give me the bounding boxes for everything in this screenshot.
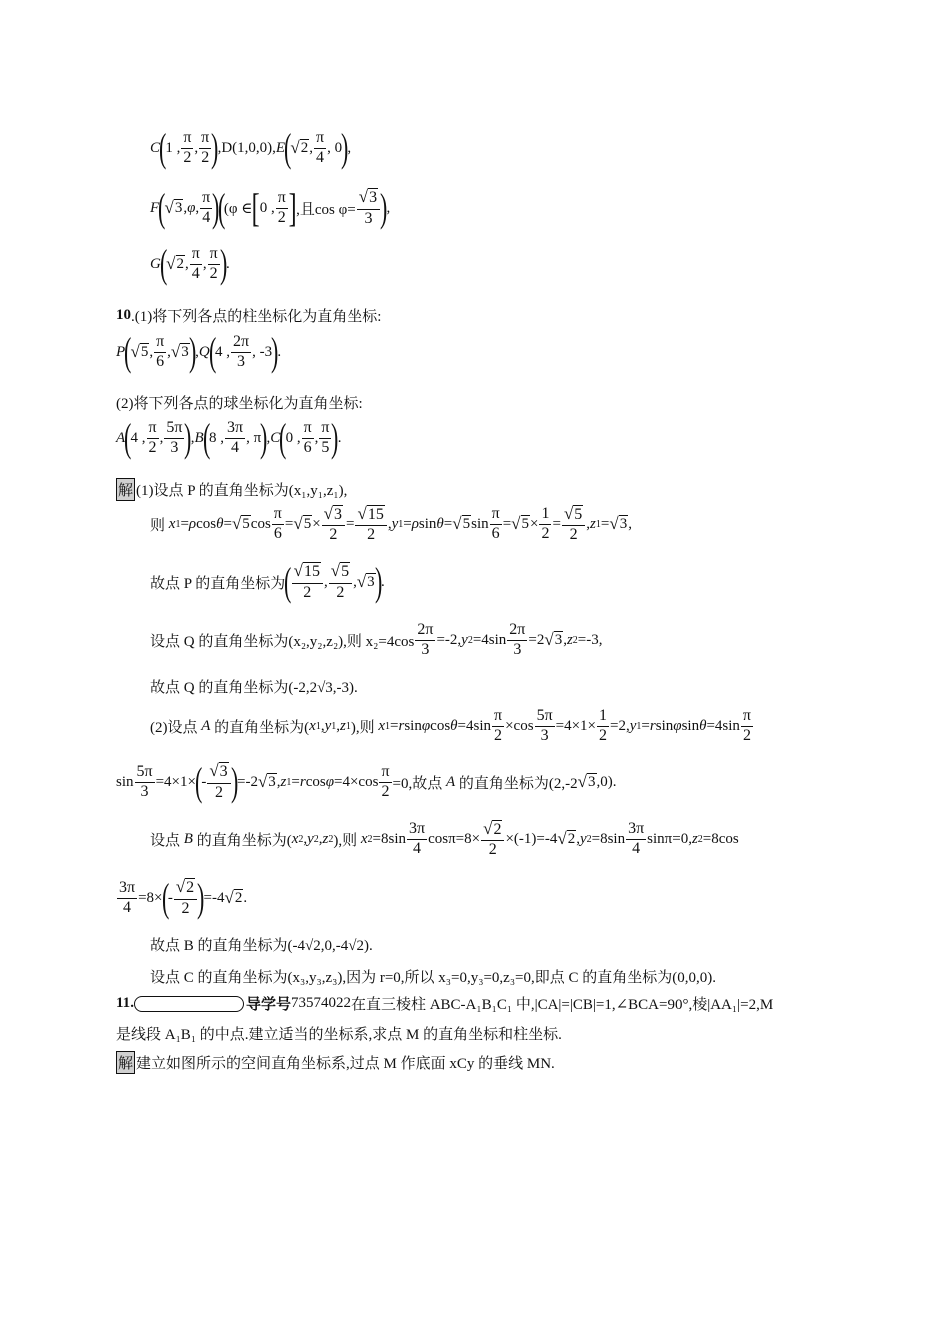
qie-cos: ,且cos φ= xyxy=(296,201,356,218)
guide-label: 导学号 xyxy=(245,997,291,1013)
points-pq: P ( √ 5 , $\frac{\pi}{6}$ , √ 3 ) , Q ( 4 , $\frac{2\pi}{3}$ , -3 ) . xyxy=(116,329,282,374)
question-10-part2 xyxy=(116,392,363,413)
label-g: G xyxy=(150,255,161,272)
question-11-text-1: 在直三棱柱 ABC-A₁B₁C₁ 中,|CA|=|CB|=1,∠BCA=90°,棱|AA₁|=2,M xyxy=(350,997,774,1013)
result-text: 故点 P 的直角坐标为 xyxy=(150,575,286,592)
question-10-title xyxy=(116,305,381,326)
solution-p-result: 故点 P 的直角坐标为 ( √ 15 2 , √ 5 2 , √ 3 ) . xyxy=(150,559,385,604)
solution-c-result xyxy=(150,966,716,987)
solution-q-calc: 设点 Q 的直角坐标为(x₂,y₂,z₂),则 x₂=4cos $\frac{2\pi}{3}$ =-2, y 2 =4sin $\frac{2\pi}{3}$ =2 √ 3 , z 2 =-3, xyxy=(150,621,603,658)
question-11-line-2 xyxy=(116,1023,562,1044)
question-text: .(1)将下列各点的柱坐标化为直角坐标: xyxy=(131,309,382,325)
b-result-text: 故点 B 的直角坐标为(-4√2,0,-4√2). xyxy=(150,938,373,954)
question-number: 10 xyxy=(116,307,131,323)
solution-b-result xyxy=(150,934,373,955)
guide-capsule-icon xyxy=(134,996,244,1012)
question-11-number: 11 xyxy=(116,995,131,1011)
solution-p-calc: 则 x 1 = ρ cos θ = √ 5 cos $\frac{\pi}{6}$ = √ 5 × √ 3 2 = √ 15 2 , y 1 = ρ sin θ = √ 5 sin $\frac{\pi}{6}$ = √ 5 × $\frac{1}{2}$ = √ 5 2 , z 1 = √ 3 , xyxy=(150,504,632,544)
solution-q-result xyxy=(150,676,358,697)
solution-a-calc-1: (2)设点 A 的直角坐标为( x 1 , y 1 , z 1 ),则 x 1 = r sin φ cos θ =4sin $\frac{\pi}{2}$ ×cos $\frac{5\pi}{3}$ =4×1× $\frac{1}{2}$ =2, y 1 = r sin φ sin θ =4sin $\frac{\pi}{2}$ xyxy=(150,707,751,744)
q-result-text: 故点 Q 的直角坐标为(-2,2√3,-3). xyxy=(150,680,358,696)
point-f-line: F ( √ 3 , φ , $\frac{\pi}{4}$ ) ( (φ ∈ [ 0 , $\frac{\pi}{2}$ ] ,且cos φ= √ 3 3 ) , xyxy=(150,185,391,230)
c-result-text: 设点 C 的直角坐标为(x₃,y₃,z₃),因为 r=0,所以 x₃=0,y₃=0,z₃=0,即点 C 的直角坐标为(0,0,0). xyxy=(150,970,717,986)
solution-11-text: 建立如图所示的空间直角坐标系,过点 M 作底面 xCy 的垂线 MN. xyxy=(136,1056,555,1072)
solution-b-calc-1: 设点 B 的直角坐标为( x 2 , y 2 , z 2 ),则 x 2 =8sin $\frac{3\pi}{4}$ cosπ=8× √ 2 2 ×(-1)=-4 √ 2 , y 2 =8sin $\frac{3\pi}{4}$ sinπ=0, z 2 =8cos xyxy=(150,819,739,859)
solution-11-badge: 解 xyxy=(116,1051,135,1074)
point-d: ,D(1,0,0), xyxy=(217,139,276,156)
label-f: F xyxy=(150,199,160,216)
solution-badge: 解 xyxy=(116,478,135,501)
solution-text: (1)设点 P 的直角坐标为(x₁,y₁,z₁), xyxy=(136,483,348,499)
question-text-2: (2)将下列各点的球坐标化为直角坐标: xyxy=(116,396,363,412)
guide-code: 73574022 xyxy=(290,995,351,1011)
solution-11 xyxy=(116,1051,555,1074)
question-11-title: 11 . 导学号 73574022 在直三棱柱 ABC-A₁B₁C₁ 中,|CA|=|CB|=1,∠BCA=90°,棱|AA₁|=2,M xyxy=(116,995,774,1013)
label-c: C xyxy=(150,139,161,156)
solution-10-intro xyxy=(116,478,347,501)
solution-a-calc-2: sin $\frac{5\pi}{3}$ =4×1× ( - √ 3 2 ) =-2 √ 3 , z 1 = r cos φ =4×cos $\frac{\pi}{2}$ =0,故点 A 的直角坐标为(2,-2 √ 3 ,0). xyxy=(116,759,617,804)
q-calc-text: 设点 Q 的直角坐标为(x₂,y₂,z₂),则 x₂=4cos xyxy=(150,633,415,650)
question-11-text-2: 是线段 A₁B₁ 的中点.建立适当的坐标系,求点 M 的直角坐标和柱坐标. xyxy=(116,1027,562,1043)
solution-b-calc-2: $\frac{3\pi}{4}$ =8× ( - √ 2 2 ) =-4 √ 2 . xyxy=(119,875,248,920)
point-g-line: G ( √ 2 , $\frac{\pi}{4}$ , $\frac{\pi}{2}$ ) . xyxy=(150,241,230,286)
points-abc: A ( 4 , $\frac{\pi}{2}$ , $\frac{5\pi}{3}$ ) , B ( 8 , $\frac{3\pi}{4}$ , π ) , C ( 0 , $\frac{\pi}{6}$ , $\frac{\pi}{5}$ ) . xyxy=(116,415,342,460)
point-c-line: C ( 1 , $\frac{\pi}{2}$ , $\frac{\pi}{2}$ ) ,D(1,0,0), E ( √ 2 , $\frac{\pi}{4}$ , 0 ) , xyxy=(150,125,352,170)
label-e: E xyxy=(275,139,286,156)
phi-in: (φ ∈ xyxy=(223,200,253,217)
